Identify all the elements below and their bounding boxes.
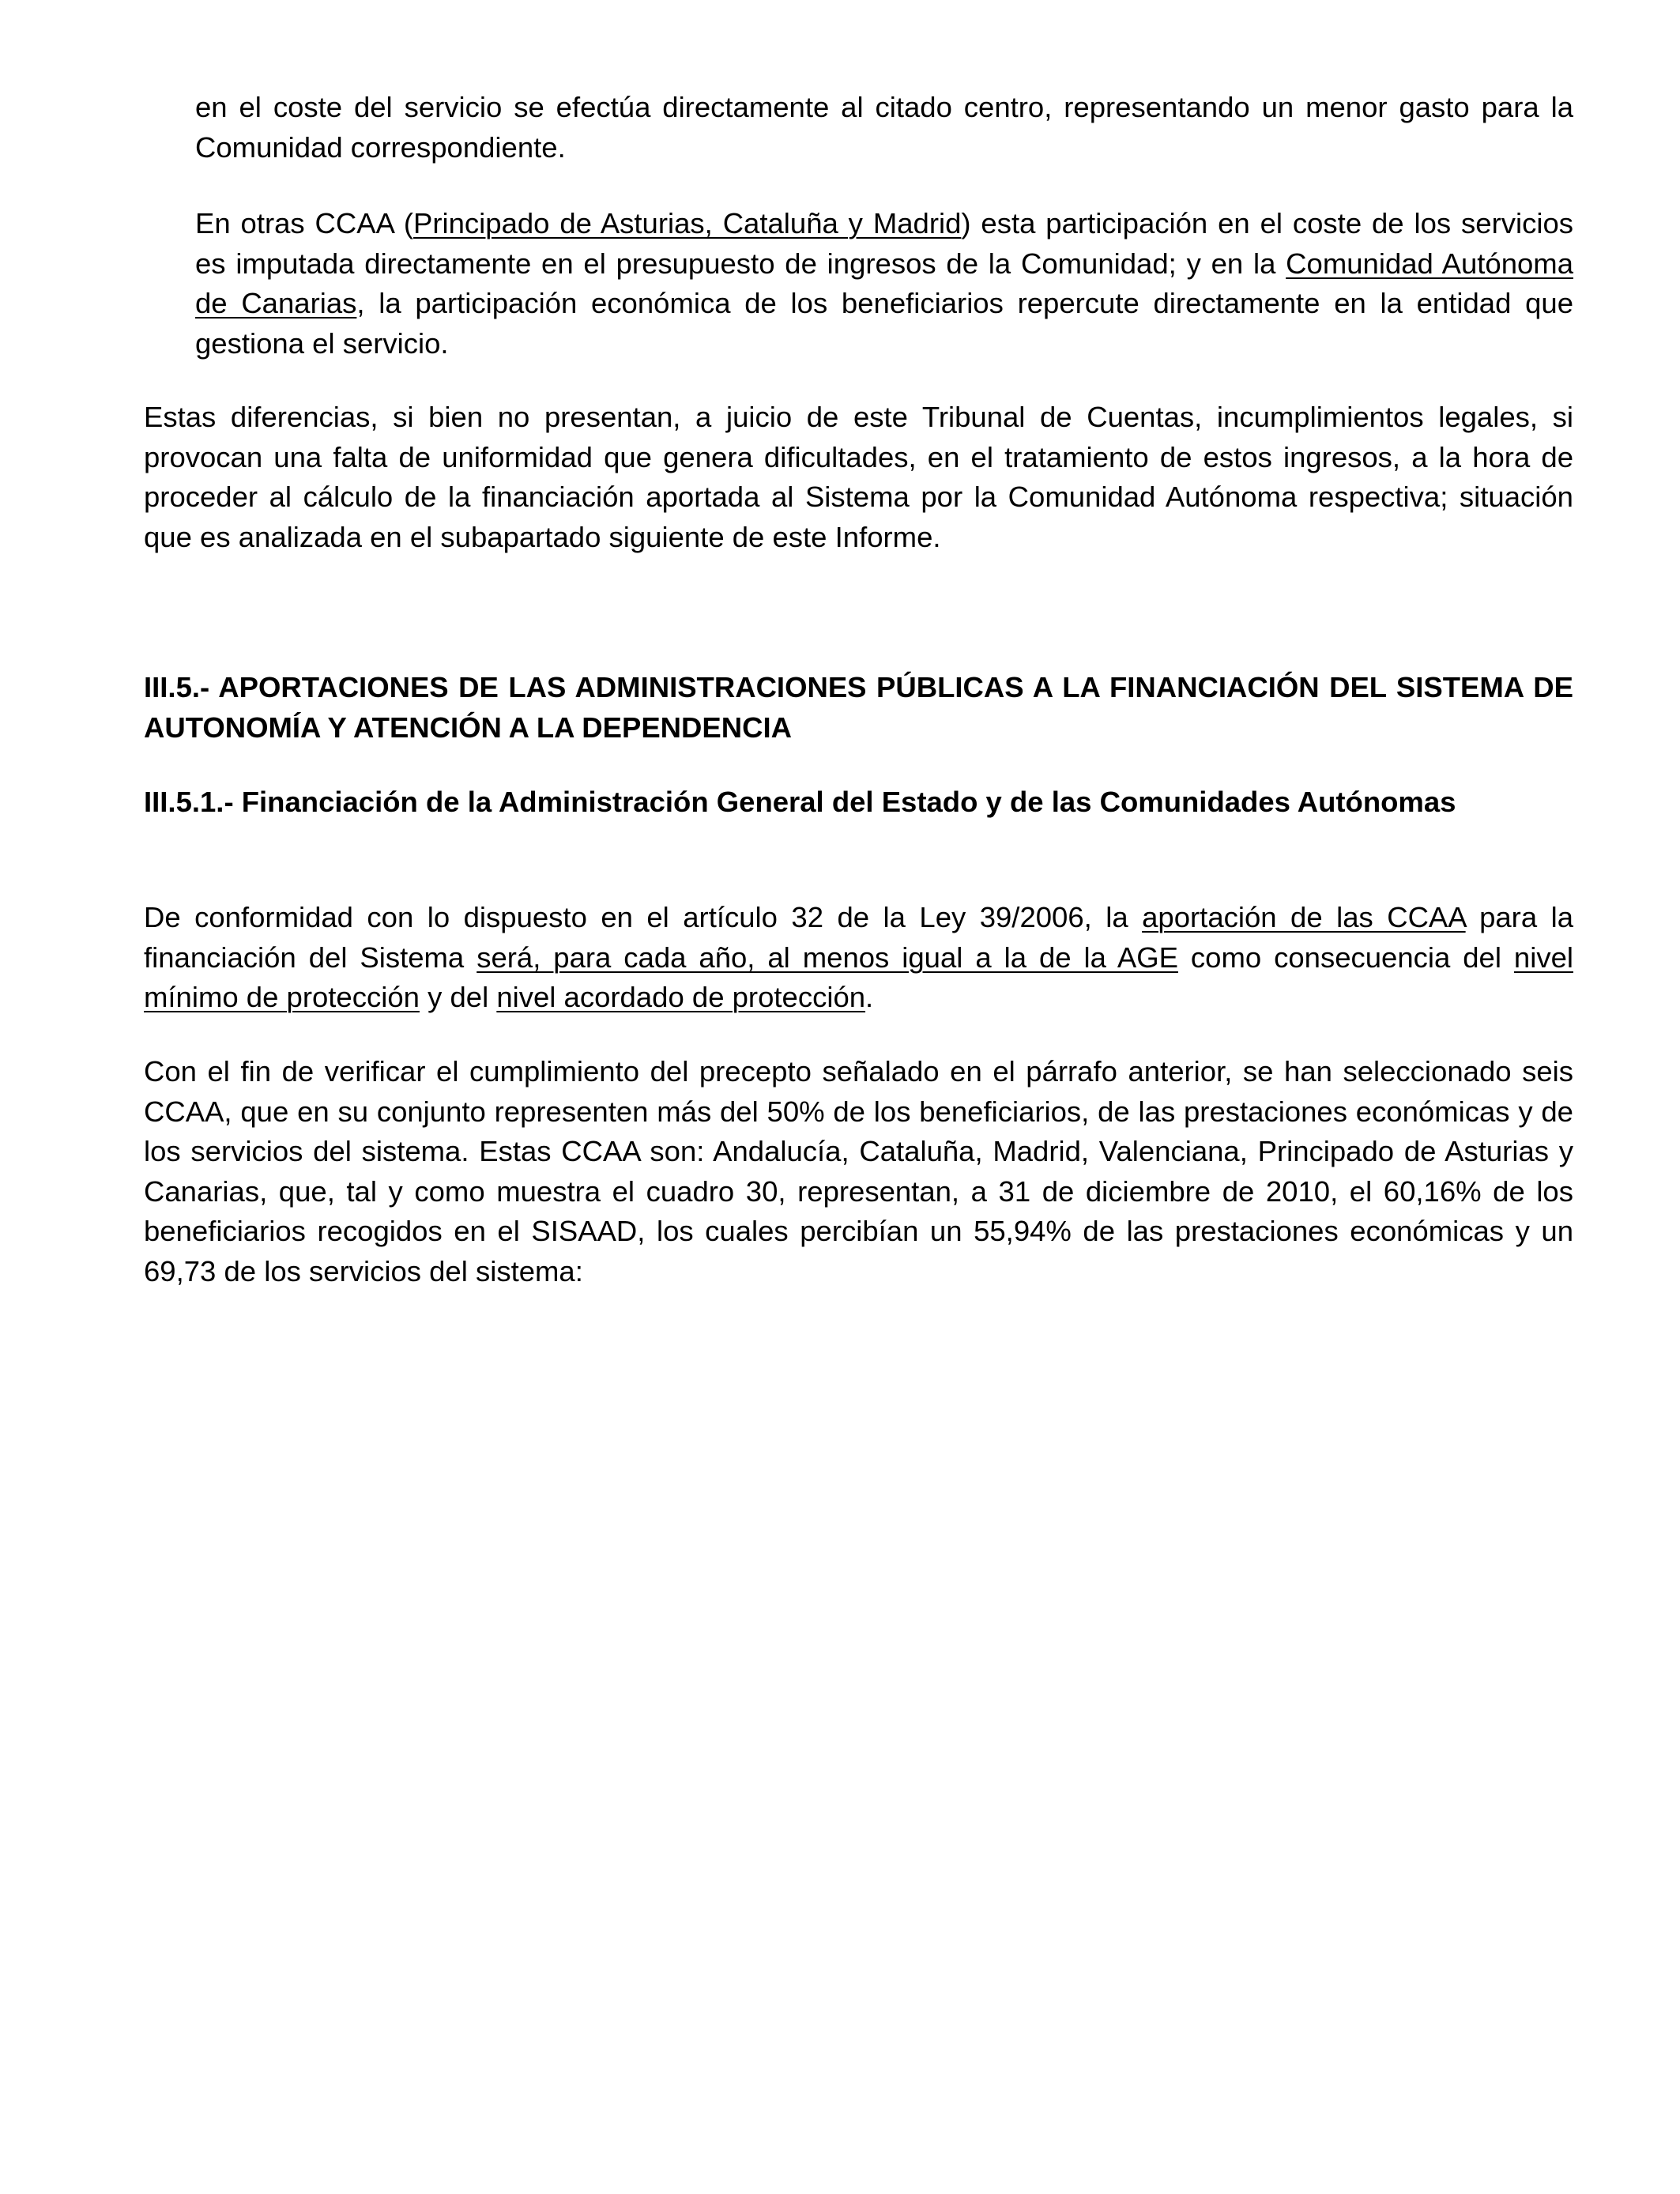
underlined-nivel-acordado: nivel acordado de protección — [496, 981, 866, 1013]
section-heading: III.5.- APORTACIONES DE LAS ADMINISTRACIONES PÚBLICAS A LA FINANCIACIÓN DEL SISTEMA DE AUTONOMÍA Y ATENCIÓN A LA DEPENDENCIA — [144, 671, 1573, 744]
text-run: para la financiación del Sistema — [144, 901, 1574, 974]
underlined-nivel-minimo: nivel mínimo de protección — [144, 941, 1573, 1013]
underlined-canarias: Comunidad Autónoma de Canarias — [195, 247, 1573, 319]
underlined-aportacion: aportación de las CCAA — [1142, 901, 1466, 933]
text-run: . — [865, 981, 874, 1013]
text-run: En otras CCAA ( — [195, 207, 413, 239]
paragraph-coste-servicio: en el coste del servicio se efectúa directamente al citado centro, representando un menor gasto para la Comunidad correspondiente. — [195, 91, 1573, 164]
paragraph-otras-ccaa — [195, 204, 1573, 364]
text-run: De conformidad con lo dispuesto en el artículo 32 de la Ley 39/2006, la — [144, 901, 1143, 933]
text-run: y del — [419, 981, 497, 1013]
paragraph-diferencias: Estas diferencias, si bien no presentan, a juicio de este Tribunal de Cuentas, incumplimientos legales, si provocan una falta de uniformidad que genera dificultades, en el tratamiento de estos ingresos, a la hora de proceder al cálculo de la financiación aportada al Sistema por la Comunidad Autónoma respectiva; situación que es analizada en el subapartado siguiente de este Informe. — [144, 401, 1573, 553]
underlined-sera: será, para cada año, al menos igual a la de la AGE — [477, 941, 1178, 974]
text-run: , la participación económica de los beneficiarios repercute directamente en la entidad que gestiona el servicio. — [195, 287, 1573, 360]
paragraph-conformidad — [144, 898, 1573, 1018]
text-run: ) esta participación en el coste de los servicios es imputada directamente en el presupuesto de ingresos de la Comunidad; y en la — [195, 207, 1574, 280]
text-run: como consecuencia del — [1177, 941, 1514, 974]
underlined-regions: Principado de Asturias, Cataluña y Madrid — [413, 207, 962, 239]
subsection-heading: III.5.1.- Financiación de la Administración General del Estado y de las Comunidades Autónomas — [144, 786, 1456, 818]
paragraph-verificar: Con el fin de verificar el cumplimiento del precepto señalado en el párrafo anterior, se han seleccionado seis CCAA, que en su conjunto representen más del 50% de los beneficiarios, de las prestaciones económicas y de los servicios del sistema. Estas CCAA son: Andalucía, Cataluña, Madrid, Valenciana, Principado de Asturias y Canarias, que, tal y como muestra el cuadro 30, representan, a 31 de diciembre de 2010, el 60,16% de los beneficiarios recogidos en el SISAAD, los cuales percibían un 55,94% de las prestaciones económicas y un 69,73 de los servicios del sistema: — [144, 1055, 1573, 1287]
